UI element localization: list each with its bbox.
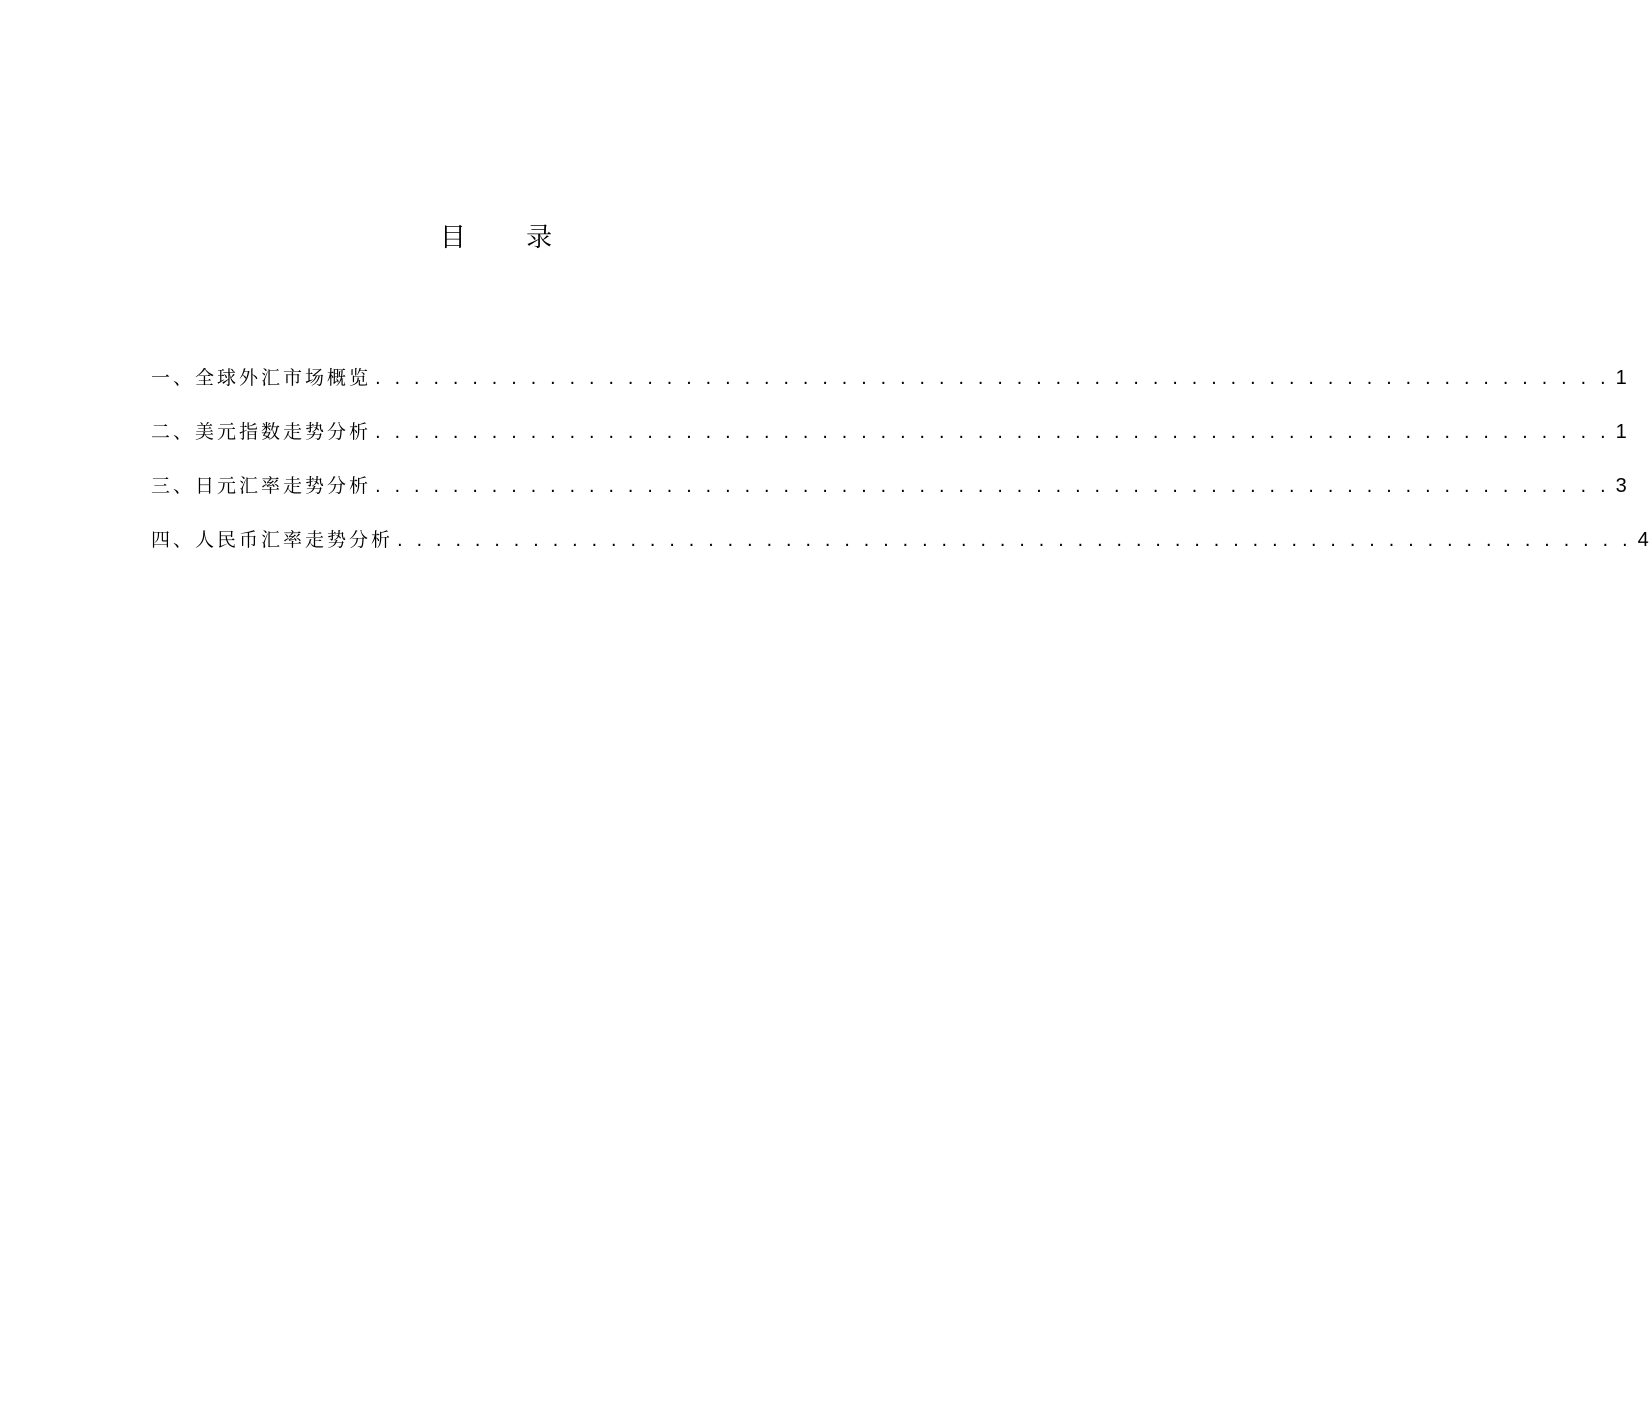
toc-entry[interactable] xyxy=(151,470,1627,524)
toc-entry-title: 四、人民币汇率走势分析 xyxy=(151,529,394,551)
toc-entry[interactable] xyxy=(151,416,1627,470)
toc-page-number: 1 xyxy=(1615,367,1627,389)
toc-page-number: 4 xyxy=(1637,529,1649,551)
toc-page-number: 1 xyxy=(1615,421,1627,443)
toc-entry-title: 一、全球外汇市场概览 xyxy=(151,367,372,389)
toc-title: 目 录 xyxy=(439,223,579,253)
toc-entry-title: 三、日元汇率走势分析 xyxy=(151,475,372,497)
table-of-contents xyxy=(151,362,1649,578)
toc-dot-leader: . . . . . . . . . . . . . . . . . . . . . . . . . . . . . . . . . . . . . . . . . . . . . . . . . . . . . . . . . . . . . . . . xyxy=(375,422,1610,443)
toc-dot-leader: . . . . . . . . . . . . . . . . . . . . . . . . . . . . . . . . . . . . . . . . . . . . . . . . . . . . . . . . . . . . . . . . xyxy=(375,368,1610,389)
toc-dot-leader: . . . . . . . . . . . . . . . . . . . . . . . . . . . . . . . . . . . . . . . . . . . . . . . . . . . . . . . . . . . . . . . . xyxy=(397,530,1632,551)
toc-entry[interactable] xyxy=(151,524,1649,578)
toc-entry[interactable] xyxy=(151,362,1627,416)
toc-dot-leader: . . . . . . . . . . . . . . . . . . . . . . . . . . . . . . . . . . . . . . . . . . . . . . . . . . . . . . . . . . . . . . . . xyxy=(375,476,1610,497)
toc-entry-title: 二、美元指数走势分析 xyxy=(151,421,372,443)
toc-page-number: 3 xyxy=(1615,475,1627,497)
